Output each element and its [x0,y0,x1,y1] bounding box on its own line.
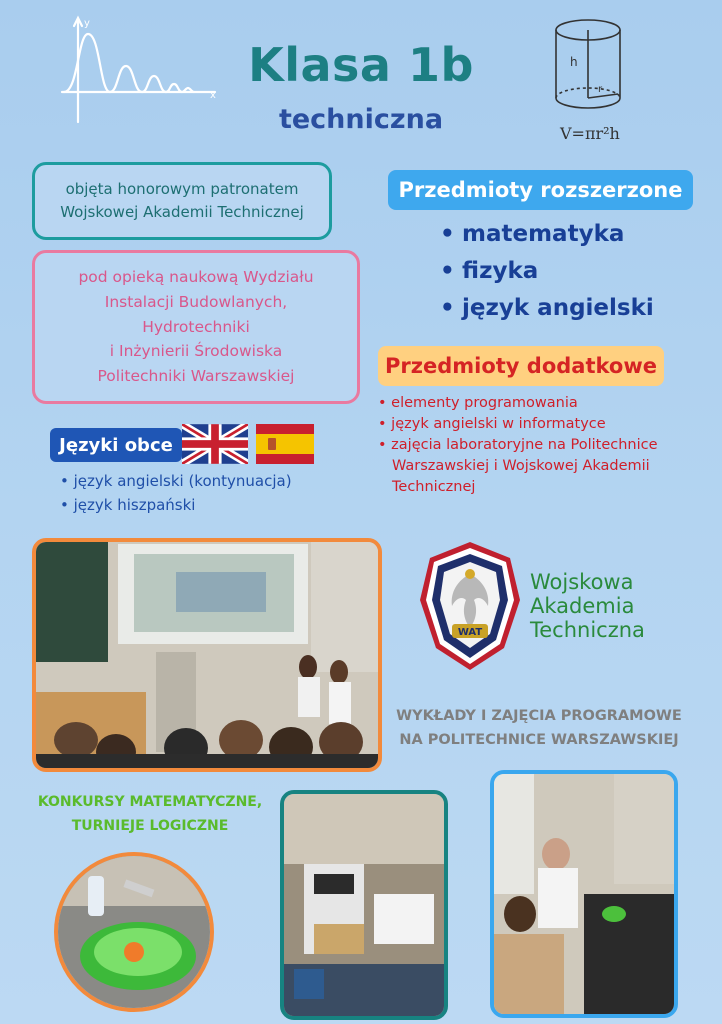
svg-text:x: x [210,90,216,101]
wat-emblem-icon [418,540,522,672]
list-item: Warszawskiej i Wojskowej Akademii [392,458,650,474]
care-line-1: pod opieką naukową Wydziału [78,268,314,286]
scientific-care-box [32,250,360,404]
contests-caption: KONKURSY MATEMATYCZNE, TURNIEJE LOGICZNE [37,794,263,834]
lab-bowl-photo [54,852,214,1012]
cylinder-h-label: h [570,55,578,69]
wat-line-2: Akademia [530,594,635,618]
list-item: • elementy programowania [378,395,578,411]
lab-equipment-photo [280,790,448,1020]
list-item: • matematyka [440,221,625,247]
languages-label: Języki obce [50,428,182,462]
list-item: • język angielski (kontynuacja) [60,472,292,490]
cylinder-r-label: r [598,84,603,95]
list-item: • fizyka [440,258,539,284]
spain-flag-icon [256,424,314,464]
wat-badge-label: WAT [457,627,483,638]
patronage-line-1: objęta honorowym patronatem [65,179,299,198]
cylinder-doodle-icon [548,16,638,116]
list-item: Technicznej [392,479,476,495]
languages-list [60,469,292,517]
care-line-4: i Inżynierii Środowiska [109,342,283,361]
care-line-3: Hydrotechniki [142,317,250,336]
wat-name [530,570,645,642]
patronage-line-2: Wojskowej Akademii Technicznej [60,203,304,221]
list-item: • zajęcia laboratoryjne na Politechnice [378,437,658,453]
uk-flag-icon [182,424,248,464]
volume-formula: V=πr²h [560,124,620,143]
extended-subjects-label: Przedmioty rozszerzone [388,170,693,210]
additional-subjects-label: Przedmioty dodatkowe [378,346,664,386]
page-subtitle: techniczna [278,104,444,135]
care-line-2: Instalacji Budowlanych, [104,292,288,311]
page-title: Klasa 1b [248,38,474,92]
list-item: • język angielski [440,295,654,321]
additional-subjects-list [378,393,708,498]
wat-line-3: Techniczna [530,618,645,642]
patronage-box [32,162,332,240]
list-item: • język hiszpański [60,496,196,514]
list-item: • język angielski w informatyce [378,416,606,432]
lectures-caption: WYKŁADY I ZAJĘCIA PROGRAMOWE NA POLITECHNICE WARSZAWSKIEJ [396,708,682,748]
care-line-5: Politechniki Warszawskiej [97,367,295,386]
lecture-hall-photo [32,538,382,772]
students-lab-photo [490,770,678,1018]
wat-line-1: Wojskowa [530,570,634,594]
extended-subjects-list [440,216,654,327]
svg-text:y: y [84,18,90,29]
